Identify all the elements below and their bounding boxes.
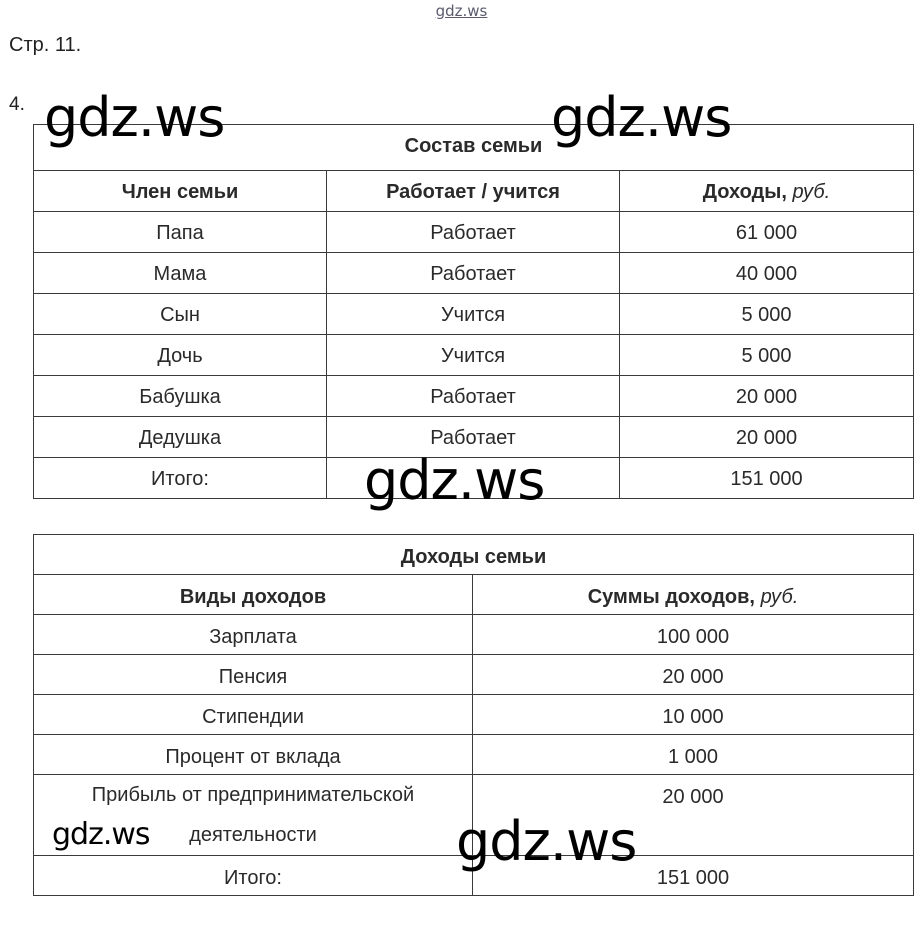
income-type-cell: Зарплата bbox=[34, 615, 473, 655]
column-header: Виды доходов bbox=[34, 575, 473, 615]
status-cell: Работает bbox=[327, 417, 620, 458]
page-reference: Стр. 11. bbox=[9, 34, 82, 56]
total-value: 151 000 bbox=[620, 458, 914, 499]
unit-label: руб. bbox=[760, 586, 799, 608]
total-label: Итого: bbox=[34, 856, 473, 896]
table-row bbox=[34, 655, 914, 695]
member-cell: Сын bbox=[34, 294, 327, 335]
column-header: Доходы, руб. bbox=[620, 171, 914, 212]
watermark-link[interactable]: gdz.ws bbox=[435, 2, 488, 20]
task-number: 4. bbox=[9, 94, 25, 115]
status-cell: Работает bbox=[327, 376, 620, 417]
watermark: gdz.ws bbox=[551, 86, 732, 149]
income-type-cell: Стипендии bbox=[34, 695, 473, 735]
column-header: Работает / учится bbox=[327, 171, 620, 212]
income-type-cell: Процент от вклада bbox=[34, 735, 473, 775]
status-cell: Работает bbox=[327, 253, 620, 294]
status-cell: Работает bbox=[327, 212, 620, 253]
family-composition-table bbox=[33, 124, 914, 499]
income-type-cell: Пенсия bbox=[34, 655, 473, 695]
income-cell: 20 000 bbox=[620, 376, 914, 417]
table-caption: Доходы семьи bbox=[34, 535, 914, 575]
table-row bbox=[34, 735, 914, 775]
income-amount-cell: 20 000 bbox=[473, 775, 914, 856]
member-cell: Папа bbox=[34, 212, 327, 253]
status-cell: Учится bbox=[327, 335, 620, 376]
income-cell: 40 000 bbox=[620, 253, 914, 294]
income-cell: 5 000 bbox=[620, 335, 914, 376]
table-row bbox=[34, 294, 914, 335]
total-value: 151 000 bbox=[473, 856, 914, 896]
table-row bbox=[34, 695, 914, 735]
watermark: gdz.ws bbox=[44, 86, 225, 149]
income-type-cell: Прибыль от предпринимательской деятельности bbox=[34, 775, 473, 856]
income-cell: 20 000 bbox=[620, 417, 914, 458]
table-row bbox=[34, 253, 914, 294]
watermark: gdz.ws bbox=[364, 449, 545, 512]
column-header: Член семьи bbox=[34, 171, 327, 212]
member-cell: Дочь bbox=[34, 335, 327, 376]
income-amount-cell: 10 000 bbox=[473, 695, 914, 735]
unit-label: руб. bbox=[792, 181, 831, 203]
income-cell: 5 000 bbox=[620, 294, 914, 335]
table-row bbox=[34, 376, 914, 417]
income-cell: 61 000 bbox=[620, 212, 914, 253]
table-row bbox=[34, 212, 914, 253]
total-label: Итого: bbox=[34, 458, 327, 499]
member-cell: Мама bbox=[34, 253, 327, 294]
watermark: gdz.ws bbox=[52, 817, 150, 852]
member-cell: Дедушка bbox=[34, 417, 327, 458]
table-caption: Состав семьи bbox=[34, 125, 914, 171]
income-amount-cell: 100 000 bbox=[473, 615, 914, 655]
member-cell: Бабушка bbox=[34, 376, 327, 417]
table-row bbox=[34, 615, 914, 655]
income-amount-cell: 1 000 bbox=[473, 735, 914, 775]
income-amount-cell: 20 000 bbox=[473, 655, 914, 695]
watermark: gdz.ws bbox=[456, 810, 637, 873]
table-row bbox=[34, 335, 914, 376]
column-header: Суммы доходов, руб. bbox=[473, 575, 914, 615]
status-cell: Учится bbox=[327, 294, 620, 335]
